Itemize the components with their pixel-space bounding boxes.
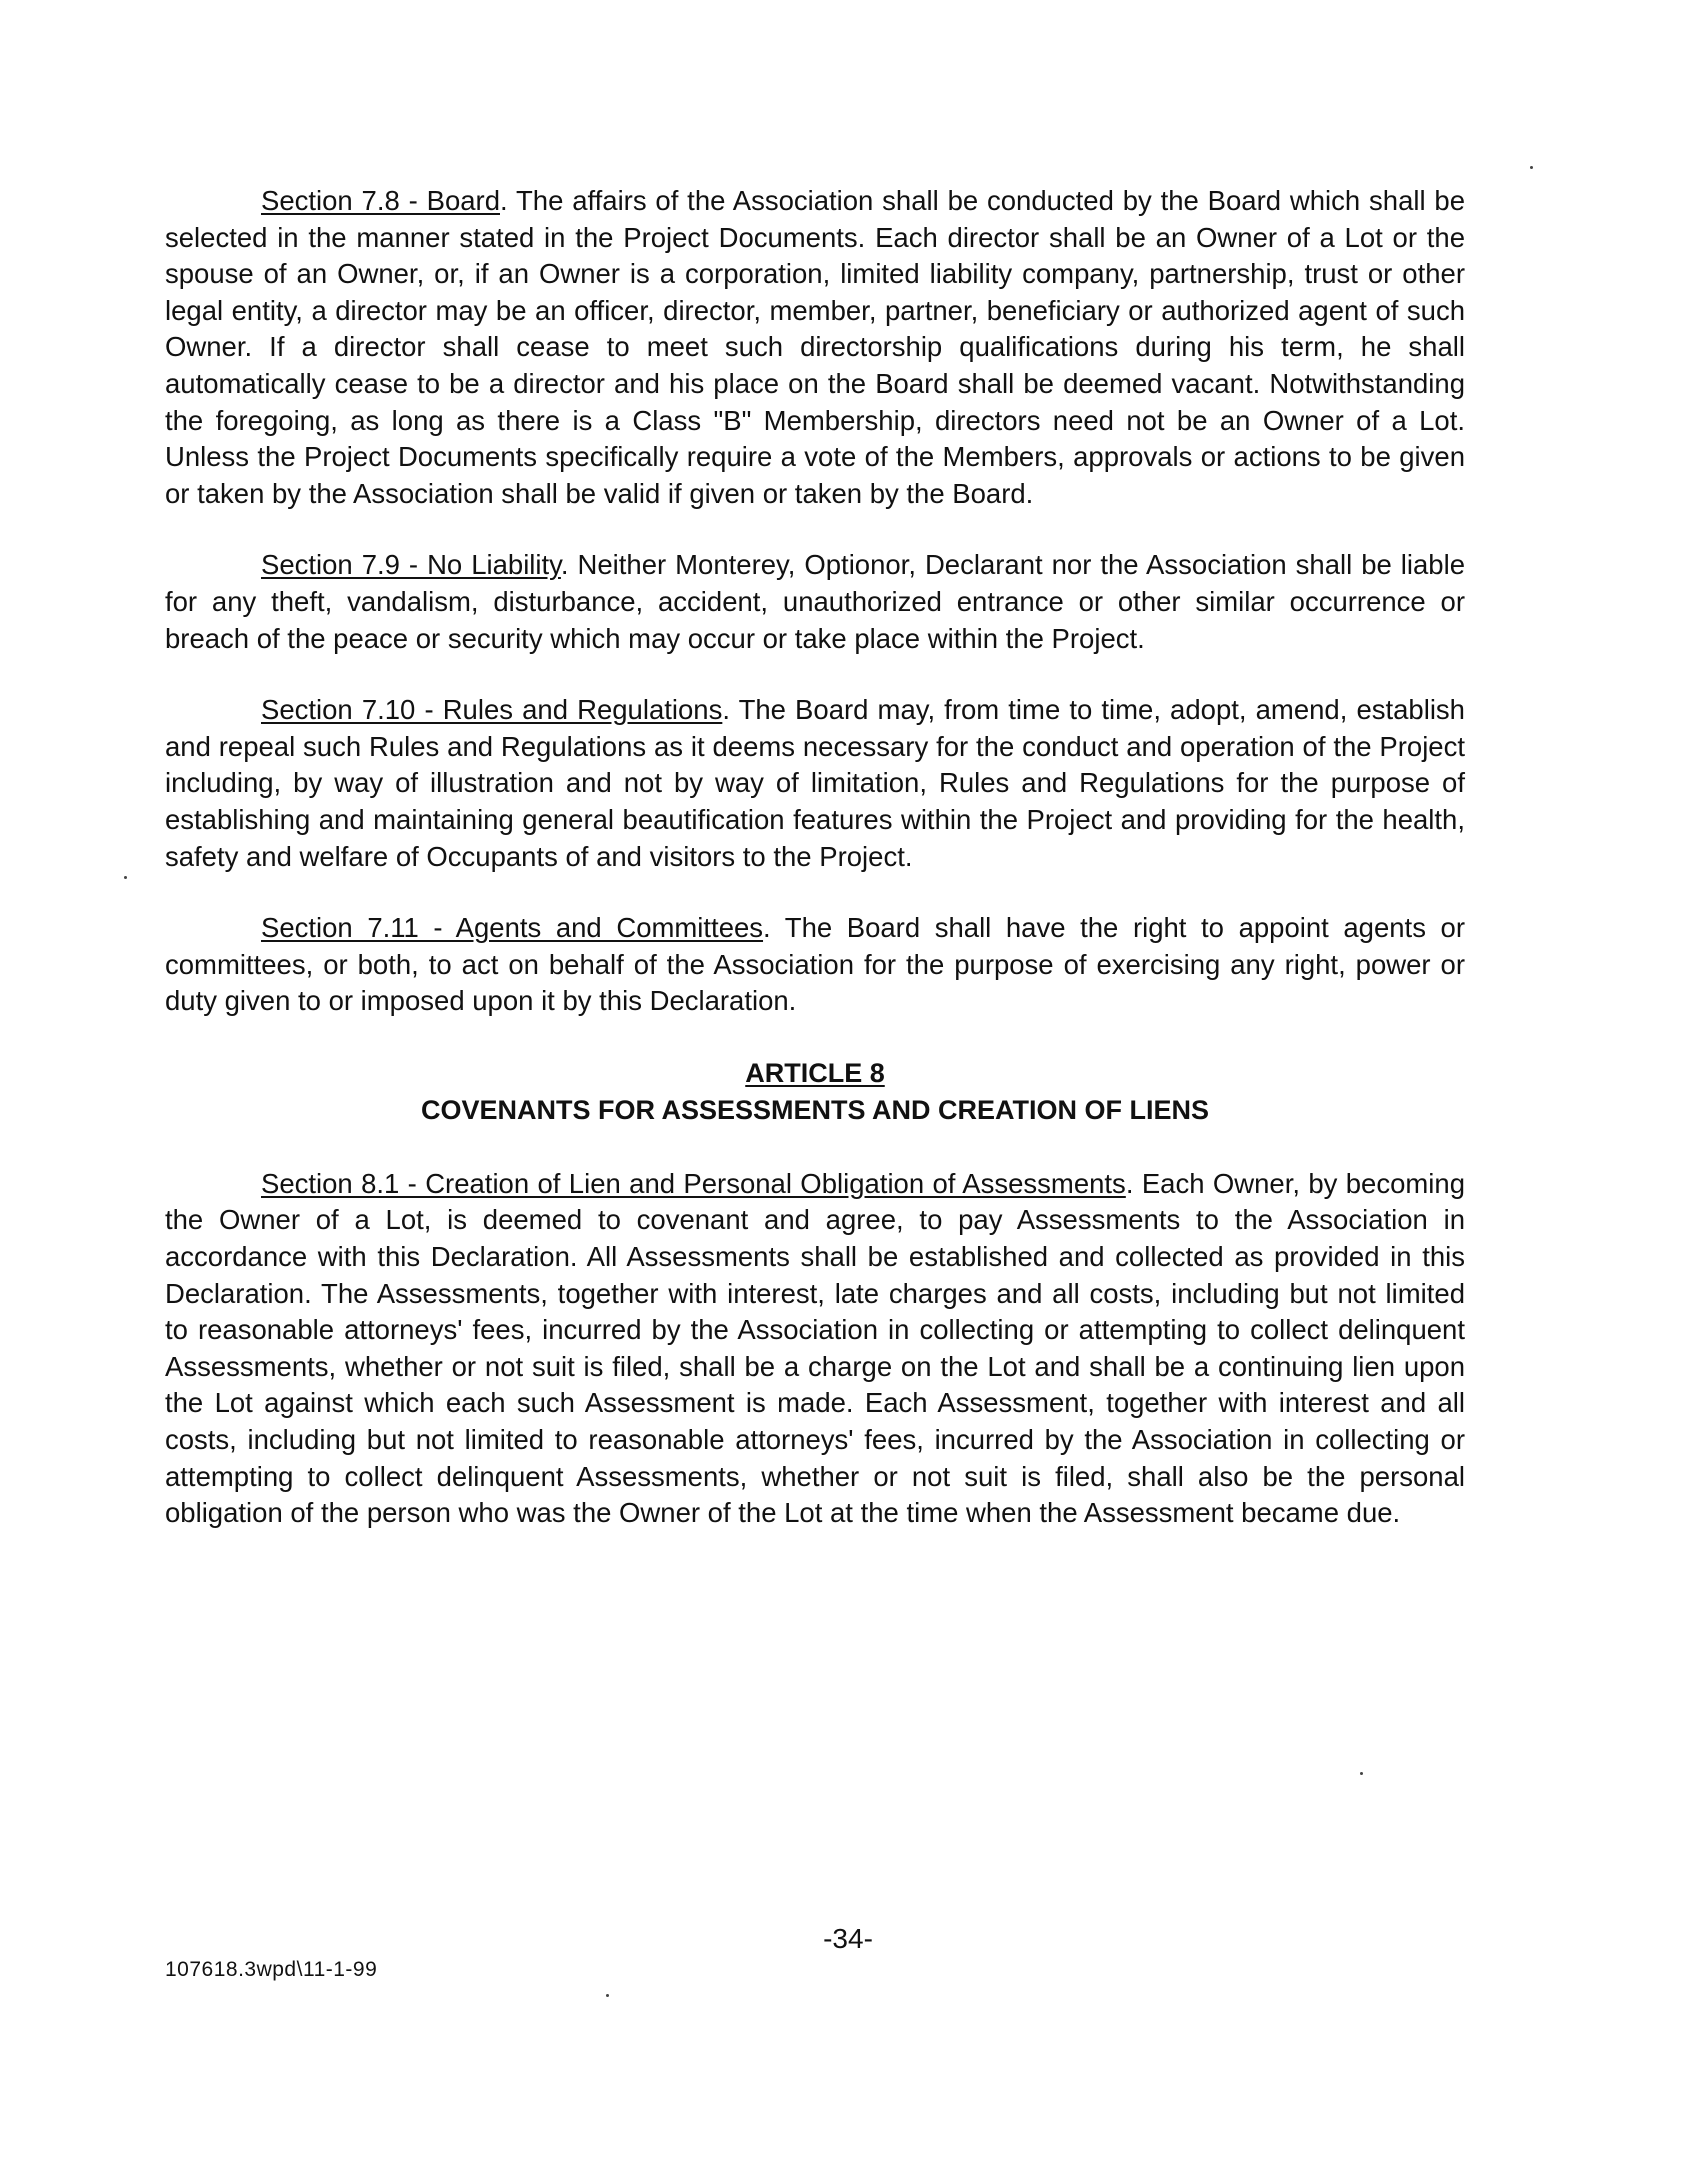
scan-speck (606, 1994, 609, 1997)
section-7-8 (165, 183, 1465, 512)
section-heading: Section 7.9 - No Liability (261, 549, 561, 581)
section-heading: Section 7.8 - Board (261, 185, 500, 216)
document-body (165, 183, 1465, 1567)
section-8-1 (165, 1166, 1465, 1532)
section-body: . Neither Monterey, Optionor, Declarant nor the Association shall be liable for any theft, vandalism, disturbance, accident, unauthorized entrance or other similar occurrence or breach of the peace or security which may occur or take place within the Project. (165, 549, 1466, 654)
article-title: COVENANTS FOR ASSESSMENTS AND CREATION OF LIENS (420, 1094, 1210, 1125)
section-body: . The Board may, from time to time, adopt, amend, establish and repeal such Rules and Regulations as it deems necessary for the conduct and operation of the Project including, by way of illustration and not by way of limitation, Rules and Regulations for the purpose of establishing and maintaining general beautification features within the Project and providing for the health, safety and welfare of Occupants of and visitors to the Project. (165, 694, 1465, 872)
section-heading: Section 8.1 - Creation of Lien and Personal Obligation of Assessments (261, 1167, 1126, 1199)
document-id: 107618.3wpd\11-1-99 (165, 1958, 378, 1981)
section-heading: Section 7.11 - Agents and Committees (261, 912, 764, 944)
article-number: ARTICLE 8 (745, 1057, 885, 1088)
section-7-10 (165, 692, 1465, 875)
section-7-9 (165, 547, 1465, 657)
article-heading (165, 1055, 1465, 1129)
page-number: -34- (823, 1923, 873, 1954)
section-body: . The Board shall have the right to appoint agents or committees, or both, to act on behalf of the Association for the purpose of exercising any right, power or duty given to or imposed upon it by this Declaration. (165, 912, 1465, 1017)
section-body: . Each Owner, by becoming the Owner of a Lot, is deemed to covenant and agree, to pay Assessments to the Association in accordance with this Declaration. All Assessments shall be established and collected as provided in this Declaration. The Assessments, together with interest, late charges and all costs, including but not limited to reasonable attorneys' fees, incurred by the Association in collecting or attempting to collect delinquent Assessments, whether or not suit is filed, shall be a charge on the Lot and shall be a continuing lien upon the Lot against which each such Assessment is made. Each Assessment, together with interest and all costs, including but not limited to reasonable attorneys' fees, incurred by the Association in collecting or attempting to collect delinquent Assessments, whether or not suit is filed, shall also be the personal obligation of the person who was the Owner of the Lot at the time when the Assessment became due. (165, 1167, 1465, 1529)
section-heading: Section 7.10 - Rules and Regulations (261, 694, 723, 726)
scan-speck (1360, 1772, 1363, 1775)
scan-speck (1530, 166, 1533, 169)
section-7-11 (165, 910, 1465, 1020)
scan-speck (124, 876, 127, 879)
section-body: . The affairs of the Association shall be conducted by the Board which shall be selected in the manner stated in the Project Documents. Each director shall be an Owner of a Lot or the spouse of an Owner, or, if an Owner is a corporation, limited liability company, partnership, trust or other legal entity, a director may be an officer, director, member, partner, beneficiary or authorized agent of such Owner. If a director shall cease to meet such directorship qualifications during his term, he shall automatically cease to be a director and his place on the Board shall be deemed vacant. Notwithstanding the foregoing, as long as there is a Class "B" Membership, directors need not be an Owner of a Lot. Unless the Project Documents specifically require a vote of the Members, approvals or actions to be given or taken by the Association shall be valid if given or taken by the Board. (165, 185, 1465, 509)
